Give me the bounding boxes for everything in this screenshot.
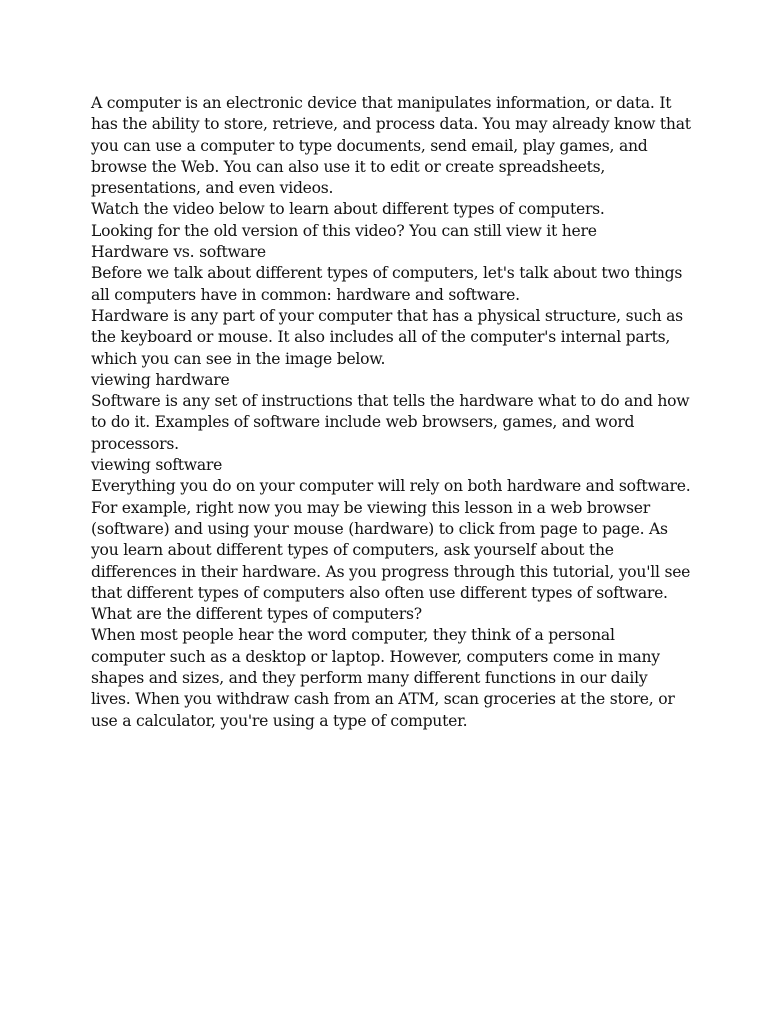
hardware-software-intro: Before we talk about different types of computers, let's talk about two things all computers have in common: hardware and software. bbox=[91, 264, 683, 304]
hardware-definition: Hardware is any part of your computer that has a physical structure, such as the keyboard or mouse. It also includes all of the computer's internal parts, which you can see in the image below. bbox=[91, 306, 683, 368]
software-definition: Software is any set of instructions that tells the hardware what to do and how to do it. Examples of software include web browsers, games, and word processors. bbox=[91, 392, 690, 453]
old-video-note: Looking for the old version of this video? You can still view it here bbox=[91, 221, 597, 240]
image-caption-hardware: viewing hardware bbox=[91, 370, 230, 389]
heading-types-of-computers: What are the different types of computers? bbox=[91, 605, 422, 624]
hardware-software-reliance: Everything you do on your computer will rely on both hardware and software. For example, right now you may be viewing this lesson in a web browser (software) and using your mouse (hardware) to click from page to page. As you learn about different types of computers, ask yourself about the differences in their hardware. As you progress through this tutorial, you'll see that different types of computers also often use different types of software. bbox=[91, 477, 691, 602]
types-of-computers-paragraph: When most people hear the word computer, they think of a personal computer such as a desktop or laptop. However, computers come in many shapes and sizes, and they perform many different functions in our daily lives. When you withdraw cash from an ATM, scan groceries at the store, or use a calculator, you're using a type of computer. bbox=[91, 626, 675, 730]
heading-hardware-vs-software: Hardware vs. software bbox=[91, 243, 266, 262]
video-instruction: Watch the video below to learn about different types of computers. bbox=[91, 200, 605, 219]
image-caption-software: viewing software bbox=[91, 456, 223, 475]
document-page bbox=[91, 93, 691, 732]
intro-paragraph: A computer is an electronic device that manipulates information, or data. It has the ability to store, retrieve, and process data. You may already know that you can use a computer to type documents, send email, play games, and browse the Web. You can also use it to edit or create spreadsheets, presentations, and even videos. bbox=[91, 94, 691, 198]
